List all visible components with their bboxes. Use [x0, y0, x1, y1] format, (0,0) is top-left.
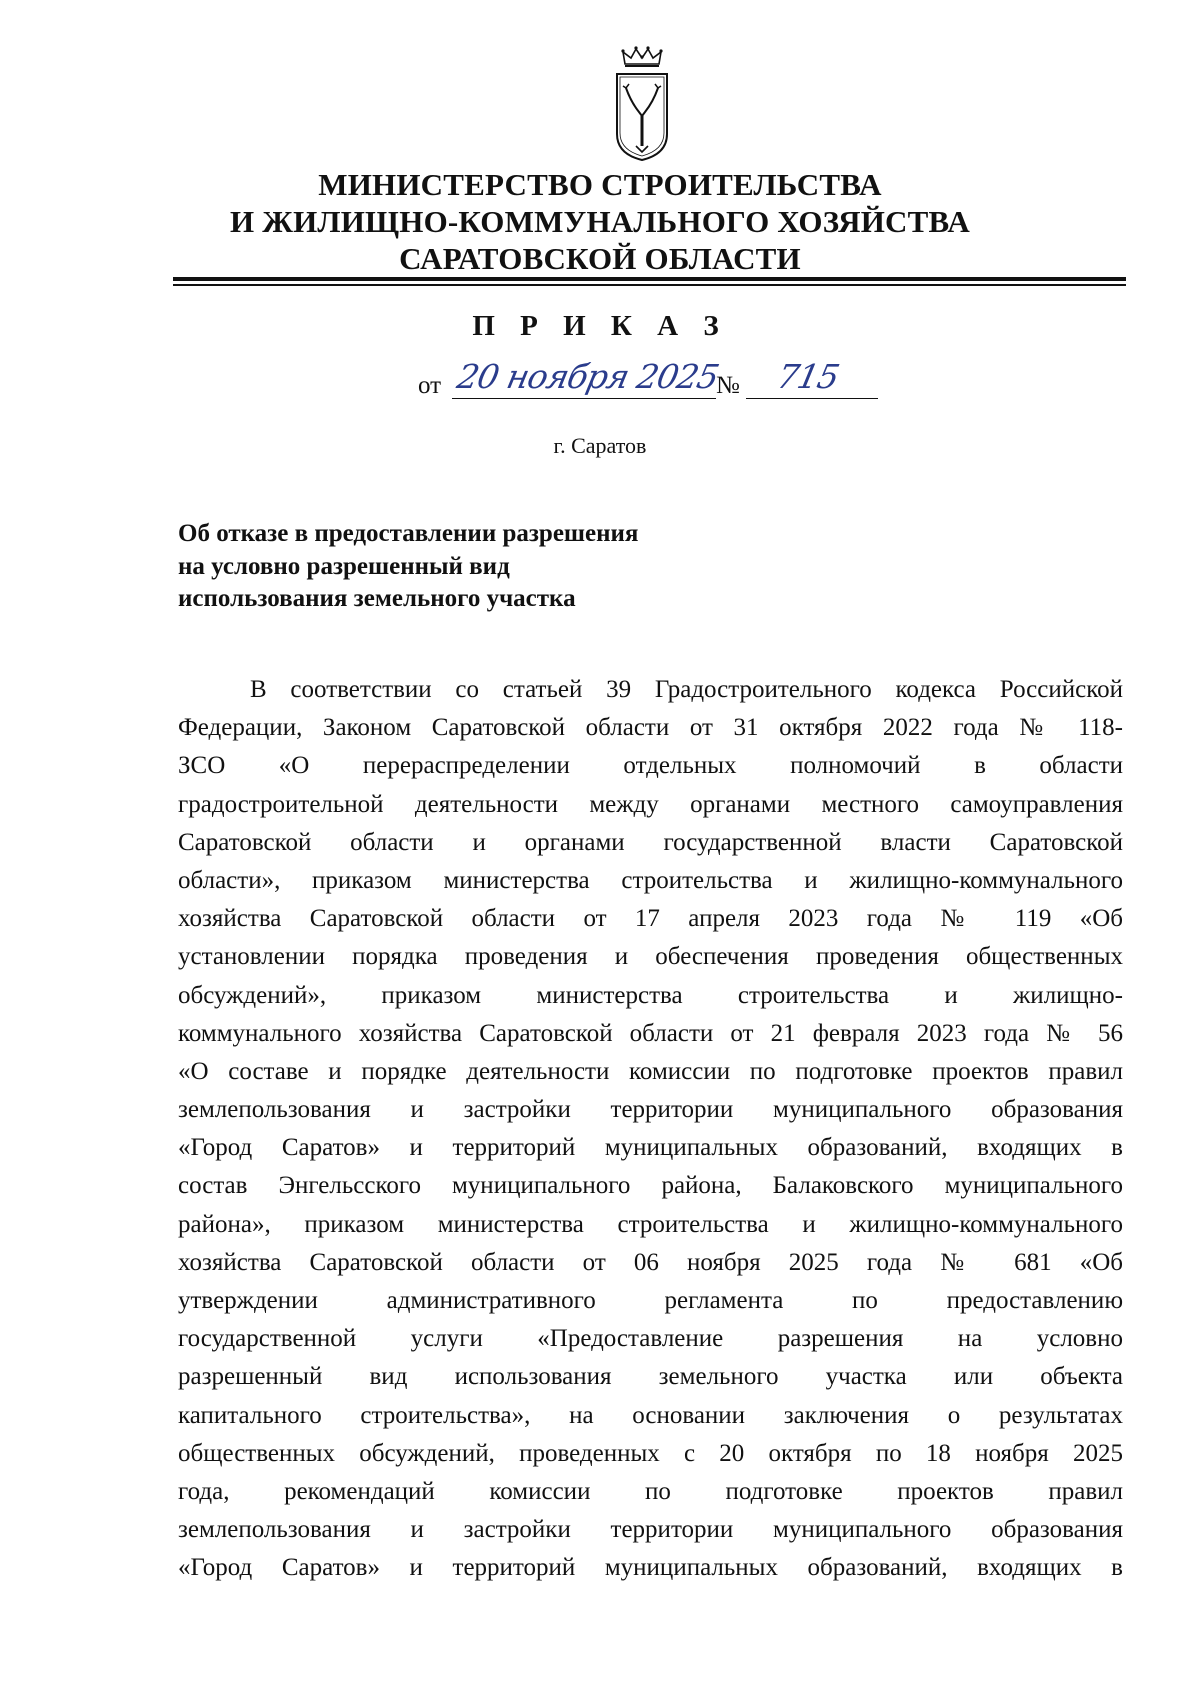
body-line: утверждении административного регламента по предоставлению [178, 1287, 1123, 1314]
header-divider-thin [173, 284, 1126, 286]
body-line: ЗСО «О перераспределении отдельных полномочий в области [178, 752, 1123, 780]
body-line: хозяйства Саратовской области от 06 ноября 2025 года № 681 «Об [178, 1248, 1123, 1276]
date-blank-line [452, 398, 716, 399]
saratov-coat-of-arms-icon [613, 46, 671, 162]
body-line: обсуждений», приказом министерства строительства и жилищно- [178, 981, 1123, 1009]
order-subject [178, 518, 778, 616]
body-line: В соответствии со статьей 39 Градостроительного кодекса Российской [250, 676, 1123, 703]
body-line: «Город Саратов» и территорий муниципальных образований, входящих в [178, 1554, 1123, 1582]
body-line: коммунального хозяйства Саратовской области от 21 февраля 2023 года № 56 [178, 1019, 1123, 1047]
subject-line: на условно разрешенный вид [178, 552, 510, 580]
body-line: разрешенный вид использования земельного участка или объекта [178, 1363, 1123, 1391]
order-body [178, 671, 1123, 1588]
body-line: года, рекомендаций комиссии по подготовке проектов правил [178, 1477, 1123, 1505]
order-date-number-line [418, 358, 878, 408]
date-prefix: от [418, 372, 442, 399]
body-line: района», приказом министерства строительства и жилищно-коммунального [178, 1210, 1123, 1238]
ministry-name-line: САРАТОВСКОЙ ОБЛАСТИ [399, 241, 801, 276]
handwritten-date: 20 ноября 2025 [453, 357, 722, 396]
body-line: Федерации, Законом Саратовской области от 31 октября 2022 года № 118- [178, 714, 1123, 742]
body-line: общественных обсуждений, проведенных с 20 октября по 18 ноября 2025 [178, 1439, 1123, 1467]
number-blank-line [746, 398, 878, 399]
handwritten-number: 715 [773, 357, 843, 396]
order-title: П Р И К А З [472, 310, 728, 342]
body-line: хозяйства Саратовской области от 17 апреля 2023 года № 119 «Об [178, 905, 1123, 933]
ministry-name-line: И ЖИЛИЩНО-КОММУНАЛЬНОГО ХОЗЯЙСТВА [229, 204, 971, 239]
body-line: установлении порядка проведения и обеспечения проведения общественных [178, 943, 1123, 971]
body-line: землепользования и застройки территории муниципального образования [178, 1096, 1123, 1124]
body-line: государственной услуги «Предоставление разрешения на условно [178, 1325, 1123, 1353]
subject-line: использования земельного участка [178, 585, 576, 612]
body-line: градостроительной деятельности между органами местного самоуправления [178, 790, 1123, 818]
body-line: области», приказом министерства строительства и жилищно-коммунального [178, 866, 1123, 894]
header-divider-thick [173, 277, 1126, 281]
body-line: капитального строительства», на основании заключения о результатах [178, 1401, 1123, 1429]
body-line: состав Энгельсского муниципального района, Балаковского муниципального [178, 1172, 1123, 1200]
city: г. Саратов [553, 433, 647, 458]
ministry-name-line: МИНИСТЕРСТВО СТРОИТЕЛЬСТВА [318, 167, 882, 202]
body-line: «О составе и порядке деятельности комиссии по подготовке проектов правил [178, 1057, 1123, 1085]
body-line: землепользования и застройки территории муниципального образования [178, 1516, 1123, 1544]
subject-line: Об отказе в предоставлении разрешения [178, 520, 639, 547]
body-line: Саратовской области и органами государственной власти Саратовской [178, 828, 1123, 856]
ministry-name [0, 166, 1200, 277]
body-line: «Город Саратов» и территорий муниципальных образований, входящих в [178, 1134, 1123, 1162]
number-prefix: № [716, 372, 740, 399]
